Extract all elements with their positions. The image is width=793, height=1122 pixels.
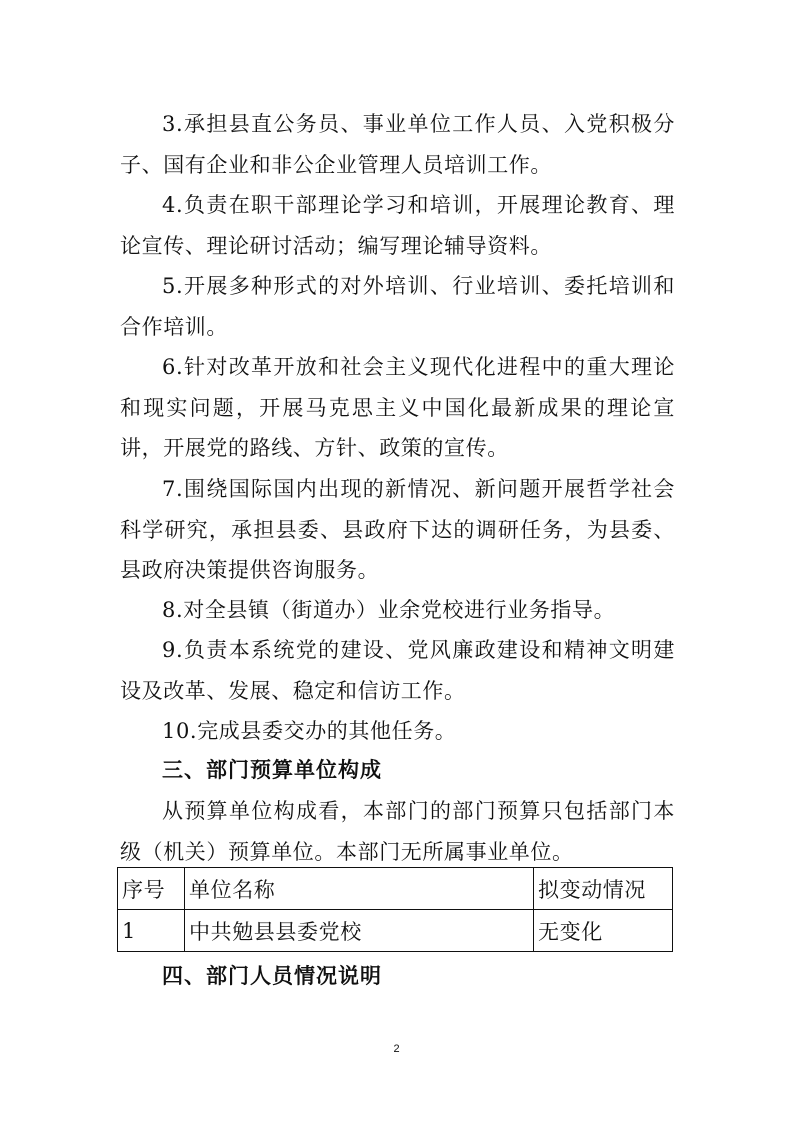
duty-item-10: 10.完成县委交办的其他任务。 (162, 719, 457, 743)
table-row (118, 910, 673, 952)
budget-unit-table (117, 867, 673, 952)
duty-item-7: 7.围绕国际国内出现的新情况、新问题开展哲学社会科学研究，承担县委、县政府下达的调研任务，为县委、县政府决策提供咨询服务。 (120, 477, 675, 582)
table-cell: 1 (118, 910, 185, 952)
table-header-cell: 序号 (118, 868, 185, 910)
budget-units-description: 从预算单位构成看，本部门的部门预算只包括部门本级（机关）预算单位。本部门无所属事业单位。 (120, 799, 675, 864)
duty-item-8: 8.对全县镇（街道办）业余党校进行业务指导。 (162, 598, 616, 622)
page-number: 2 (393, 1043, 400, 1055)
table-cell: 无变化 (534, 910, 673, 952)
table-cell: 中共勉县县委党校 (185, 910, 534, 952)
duty-item-9: 9.负责本系统党的建设、党风廉政建设和精神文明建设及改革、发展、稳定和信访工作。 (120, 638, 675, 703)
table-header-cell: 拟变动情况 (534, 868, 673, 910)
duty-item-6: 6.针对改革开放和社会主义现代化进程中的重大理论和现实问题，开展马克思主义中国化最新成果的理论宣讲，开展党的路线、方针、政策的宣传。 (120, 355, 675, 460)
table-header-cell: 单位名称 (185, 868, 534, 910)
section-heading-budget-units: 三、部门预算单位构成 (162, 758, 382, 782)
duty-item-5: 5.开展多种形式的对外培训、行业培训、委托培训和合作培训。 (120, 274, 675, 339)
duty-item-3: 3.承担县直公务员、事业单位工作人员、入党积极分子、国有企业和非公企业管理人员培训工作。 (120, 112, 675, 177)
duty-item-4: 4.负责在职干部理论学习和培训，开展理论教育、理论宣传、理论研讨活动；编写理论辅导资料。 (120, 193, 675, 258)
table-header-row (118, 868, 673, 910)
section-heading-staff: 四、部门人员情况说明 (162, 964, 382, 988)
